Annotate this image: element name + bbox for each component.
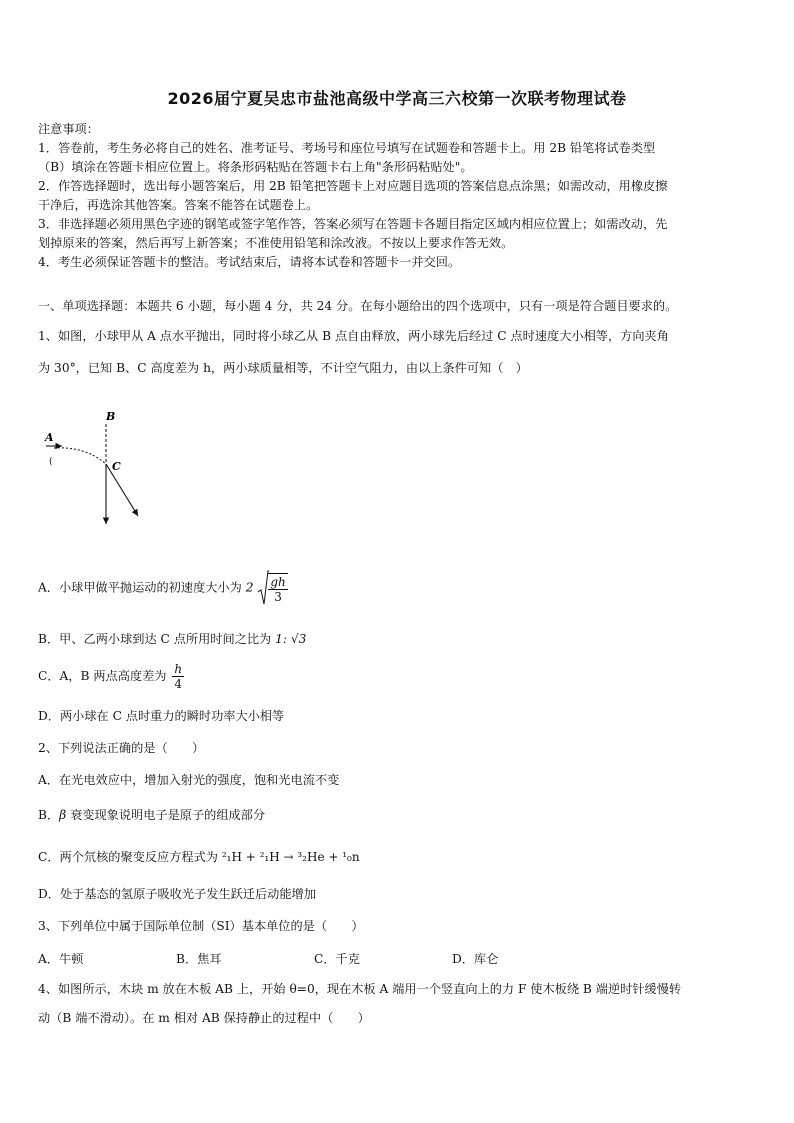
q2-option-c-text: C．两个氘核的聚变反应方程式为 [38,850,218,864]
q2-stem: 2、下列说法正确的是（ ） [38,741,205,755]
notice-item-4: 4．考生必须保证答题卡的整洁。考试结束后，请将本试卷和答题卡一并交回。 [38,255,461,269]
q1-option-a-den: 3 [274,589,282,604]
exam-title: 2026届宁夏吴忠市盐池高级中学高三六校第一次联考物理试卷 [167,89,627,108]
notice-item-3a: 3．非选择题必须用黑色字迹的钢笔或签字笔作答，答案必须写在答题卡各题目指定区域内相应位置上；如需改动，先 [38,217,668,231]
q2-option-b-text: 衰变现象说明电子是原子的组成部分 [70,808,266,822]
section-heading: 一、单项选择题：本题共 6 小题，每小题 4 分，共 24 分。在每小题给出的四个选项中，只有一项是符合题目要求的。 [38,299,678,313]
label-b: B [106,410,116,423]
q1-option-a-formula [246,570,288,606]
q1-option-b [38,630,306,647]
q3-choice-d: D．库仑 [452,952,499,966]
a-velocity-arrow [106,464,138,516]
q2-option-b [38,806,265,823]
q3-choice-c: C．千克 [314,952,360,966]
label-paren: ( [49,457,53,467]
q1-option-a-num: gh [270,574,286,589]
q1-option-b-text: B．甲、乙两小球到达 C 点所用时间之比为 [38,632,272,646]
q3-choice-b: B．焦耳 [176,952,222,966]
fusion-equation: ²₁H + ²₁H → ³₂He + ¹₀n [221,850,360,864]
notice-item-1b: （B）填涂在答题卡相应位置上。将条形码粘贴在答题卡右上角"条形码粘贴处"。 [38,160,473,174]
q1-stem-line1: 1、如图，小球甲从 A 点水平抛出，同时将小球乙从 B 点自由释放，两小球先后经过 C 点时速度大小相等，方向夹角 [38,329,669,343]
q4-stem-line1: 4、如图所示，木块 m 放在木板 AB 上，开始 θ=0，现在木板 A 端用一个竖直向上的力 F 使木板绕 B 端逆时针缓慢转 [38,982,682,996]
notice-item-2a: 2．作答选择题时，选出每小题答案后，用 2B 铅笔把答题卡上对应题目选项的答案信息点涂黑；如需改动，用橡皮擦 [38,179,668,193]
q1-option-c-num: h [174,662,183,676]
q2-option-c [38,848,360,865]
q1-option-c-formula [172,662,184,691]
q2-option-d: D．处于基态的氢原子吸收光子发生跃迁后动能增加 [38,887,316,901]
q1-option-a-text: A．小球甲做平抛运动的初速度大小为 [38,580,242,595]
label-a: A [45,431,54,444]
q1-option-c [38,662,184,691]
notice-heading: 注意事项： [38,122,99,136]
q2-option-b-prefix: B． [38,808,60,822]
notice-item-2b: 干净后，再选涂其他答案。答案不能答在试题卷上。 [38,198,319,212]
q1-stem-line2: 为 30°，已知 B、C 高度差为 h，两小球质量相等，不计空气阻力，由以上条件可知（ ） [38,361,528,375]
notice-item-1a: 1．答卷前，考生务必将自己的姓名、准考证号、考场号和座位号填写在试题卷和答题卡上。用 2B 铅笔将试卷类型 [38,141,656,155]
q1-option-a [38,570,288,606]
q3-stem: 3、下列单位中属于国际单位制（SI）基本单位的是（ ） [38,919,364,933]
q1-option-c-text: C．A，B 两点高度差为 [38,669,167,683]
q2-option-a: A．在光电效应中，增加入射光的强度，饱和光电流不变 [38,773,340,787]
notice-item-3b: 划掉原来的答案，然后再写上新答案；不准使用铅笔和涂改液。不按以上要求作答无效。 [38,236,514,250]
q3-choice-a: A．牛顿 [38,952,84,966]
q1-option-b-ratio: 1: √3 [275,632,307,646]
beta-symbol: β [59,808,67,822]
q1-option-c-den: 4 [174,677,183,691]
q4-stem-line2: 动（B 端不滑动）。在 m 相对 AB 保持静止的过程中（ ） [38,1011,370,1025]
q1-option-a-coef: 2 [245,580,254,595]
q1-option-d: D．两小球在 C 点时重力的瞬时功率大小相等 [38,709,285,723]
a-trajectory [54,448,106,464]
label-c: C [112,460,121,473]
q1-figure [40,400,160,535]
